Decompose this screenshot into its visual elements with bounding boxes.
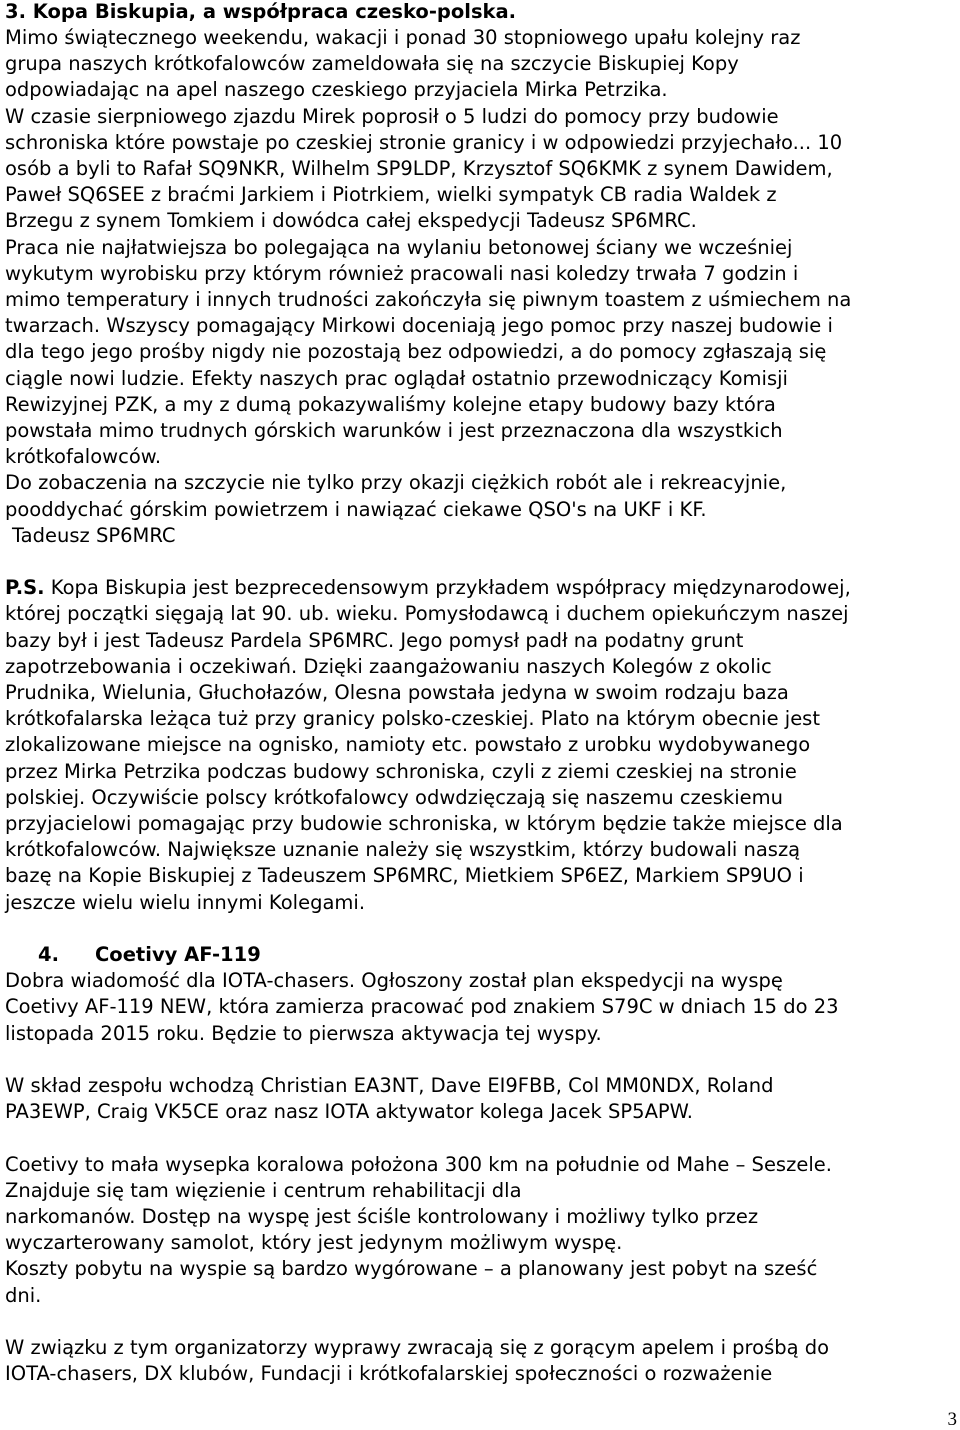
text-line: pooddychać górskim powietrzem i nawiązać ciekawe QSO's na UKF i KF. (5, 497, 707, 521)
text-line: Rewizyjnej PZK, a my z dumą pokazywaliśmy kolejne etapy budowy bazy która (5, 392, 776, 416)
text-line: PA3EWP, Craig VK5CE oraz nasz IOTA aktywator kolega Jacek SP5APW. (5, 1100, 693, 1124)
spacer (5, 549, 955, 575)
section-4-paragraph-2 (5, 1073, 955, 1125)
text-line: krótkofalowców. Największe uznanie należy się wszystkim, którzy budowali naszą (5, 838, 801, 862)
text-line: której początki sięgają lat 90. ub. wieku. Pomysłodawcą i duchem opiekuńczym naszej (5, 602, 849, 626)
text-line: jeszcze wielu wielu innymi Kolegami. (5, 890, 366, 914)
spacer (5, 916, 955, 942)
text-line: grupa naszych krótkofalowców zameldowała się na szczycie Biskupiej Kopy (5, 52, 739, 76)
text-line: narkomanów. Dostęp na wyspę jest ściśle kontrolowany i możliwy tylko przez (5, 1205, 759, 1229)
document-page (5, 0, 955, 1387)
text-line: osób a byli to Rafał SQ9NKR, Wilhelm SP9LDP, Krzysztof SQ6KMK z synem Dawidem, (5, 157, 833, 181)
section-3-paragraph-4 (5, 470, 955, 522)
text-line: przyjacielowi pomagając przy budowie schroniska, w którym będzie także miejsce dla (5, 812, 843, 836)
text-line: W czasie sierpniowego zjazdu Mirek poprosił o 5 ludzi do pomocy przy budowie (5, 104, 779, 128)
text-line: zlokalizowane miejsce na ognisko, namioty etc. powstało z urobku wydobywanego (5, 733, 811, 757)
section-3-paragraph-3 (5, 235, 955, 471)
section-3-heading: 3. Kopa Biskupia, a współpraca czesko-polska. (5, 0, 517, 23)
section-4-paragraph-4 (5, 1335, 955, 1387)
section-4-heading (5, 942, 955, 968)
text-line: mimo temperatury i innych trudności zakończyła się piwnym toastem z uśmiechem na (5, 288, 852, 312)
text-line: polskiej. Oczywiście polscy krótkofalowcy odwdzięczają się naszemu czeskiemu (5, 785, 783, 809)
section-3-paragraph-2 (5, 104, 955, 235)
text-line: schroniska które powstaje po czeskiej stronie granicy i w odpowiedzi przyjechało... 10 (5, 130, 843, 154)
text-line: Prudnika, Wielunia, Głuchołazów, Olesna powstała jedyna w swoim rodzaju baza (5, 681, 789, 705)
section-4-number: 4. (38, 943, 59, 967)
text-line: Dobra wiadomość dla IOTA-chasers. Ogłoszony został plan ekspedycji na wyspę (5, 969, 783, 993)
postscript (5, 575, 955, 916)
text-line: przez Mirka Petrzika podczas budowy schroniska, czyli z ziemi czeskiej na stronie (5, 759, 797, 783)
postscript-first-line (5, 575, 955, 601)
text-line: ciągle nowi ludzie. Efekty naszych prac oglądał ostatnio przewodniczący Komisji (5, 366, 788, 390)
text-line: wyczarterowany samolot, który jest jedynym możliwym wyspę. (5, 1231, 623, 1255)
text-line: zapotrzebowania i oczekiwań. Dzięki zaangażowaniu naszych Kolegów z okolic (5, 654, 772, 678)
text-line: Paweł SQ6SEE z braćmi Jarkiem i Piotrkiem, wielki sympatyk CB radia Waldek z (5, 183, 777, 207)
text-line: twarzach. Wszyscy pomagający Mirkowi doceniają jego pomoc przy naszej budowie i (5, 314, 833, 338)
spacer (5, 1125, 955, 1151)
text-line: W skład zespołu wchodzą Christian EA3NT, Dave EI9FBB, Col MM0NDX, Roland (5, 1074, 774, 1098)
text-line: krótkofalowców. (5, 445, 162, 469)
section-4-paragraph-3 (5, 1152, 955, 1309)
text-line: powstała mimo trudnych górskich warunków i jest przeznaczona dla wszystkich (5, 419, 783, 443)
text-line: bazę na Kopie Biskupiej z Tadeuszem SP6MRC, Mietkiem SP6EZ, Markiem SP9UO i (5, 864, 804, 888)
postscript-label: P.S. (5, 576, 45, 600)
text-line: odpowiadając na apel naszego czeskiego przyjaciela Mirka Petrzika. (5, 78, 668, 102)
text-line: listopada 2015 roku. Będzie to pierwsza aktywacja tej wyspy. (5, 1021, 602, 1045)
text-line: dla tego jego prośby nigdy nie pozostają bez odpowiedzi, a do pomocy zgłaszają się (5, 340, 827, 364)
text-line: Coetivy to mała wysepka koralowa położona 300 km na południe od Mahe – Seszele. (5, 1152, 832, 1176)
text-line: Koszty pobytu na wyspie są bardzo wygórowane – a planowany jest pobyt na sześć (5, 1257, 818, 1281)
section-4-paragraph-1 (5, 968, 955, 1047)
section-4-title: Coetivy AF-119 (95, 943, 261, 967)
text-line: dni. (5, 1283, 42, 1307)
text-line: Brzegu z synem Tomkiem i dowódca całej ekspedycji Tadeusz SP6MRC. (5, 209, 697, 233)
text-line: krótkofalarska leżąca tuż przy granicy polsko-czeskiej. Plato na którym obecnie jest (5, 707, 820, 731)
text-line: Do zobaczenia na szczycie nie tylko przy okazji ciężkich robót ale i rekreacyjnie, (5, 471, 787, 495)
postscript-first-line-text: Kopa Biskupia jest bezprecedensowym przykładem współpracy międzynarodowej, (44, 576, 851, 600)
text-line: Coetivy AF-119 NEW, która zamierza pracować pod znakiem S79C w dniach 15 do 23 (5, 995, 839, 1019)
text-line: Praca nie najłatwiejsza bo polegająca na wylaniu betonowej ściany we wcześniej (5, 235, 793, 259)
section-3-paragraph-1 (5, 25, 955, 104)
spacer (5, 1309, 955, 1335)
text-line: bazy był i jest Tadeusz Pardela SP6MRC. Jego pomysł padł na podatny grunt (5, 628, 744, 652)
text-line: wykutym wyrobisku przy którym również pracowali nasi koledzy trwała 7 godzin i (5, 261, 799, 285)
page-number: 3 (947, 1409, 957, 1430)
text-line: W związku z tym organizatorzy wyprawy zwracają się z gorącym apelem i prośbą do (5, 1336, 830, 1360)
spacer (5, 1047, 955, 1073)
text-line: Mimo świątecznego weekendu, wakacji i ponad 30 stopniowego upału kolejny raz (5, 26, 801, 49)
signature: Tadeusz SP6MRC (12, 523, 176, 547)
text-line: Znajduje się tam więzienie i centrum rehabilitacji dla (5, 1178, 522, 1202)
text-line: IOTA-chasers, DX klubów, Fundacji i krótkofalarskiej społeczności o rozważenie (5, 1362, 773, 1386)
